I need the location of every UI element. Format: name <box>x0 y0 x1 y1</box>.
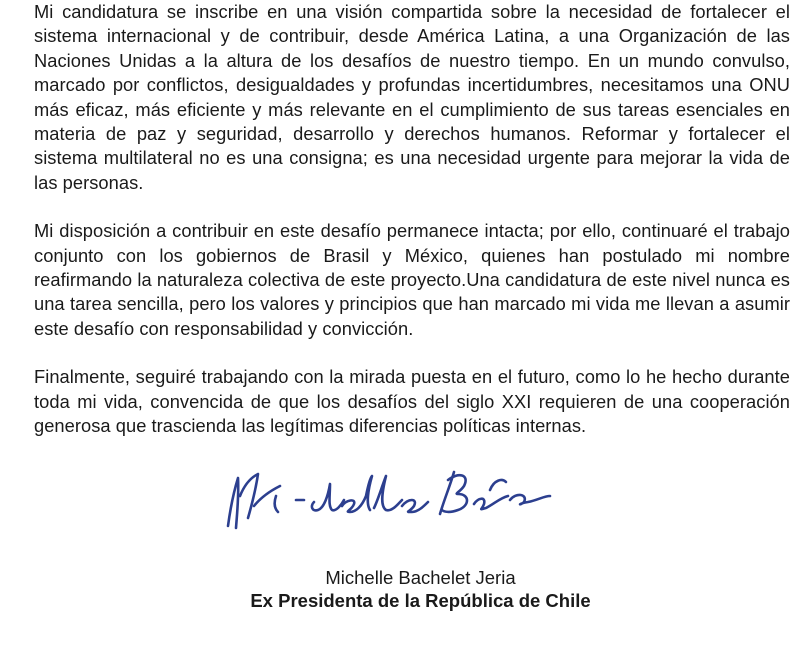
signatory-name: Michelle Bachelet Jeria <box>325 567 516 588</box>
paragraph-2: Mi disposición a contribuir en este desafío permanece intacta; por ello, continuaré el trabajo conjunto con los gobiernos de Brasil y México, quienes han postulado mi nombre reafirmando la naturaleza colectiva de este proyecto.Una candidatura de este nivel nunca es una tarea sencilla, pero los valores y principios que han marcado mi vida me llevan a asumir este desafío con responsabilidad y convicción. <box>34 220 790 339</box>
signatory-title: Ex Presidenta de la República de Chile <box>250 590 591 611</box>
paragraph-3: Finalmente, seguiré trabajando con la mirada puesta en el futuro, como lo he hecho durante toda mi vida, convencida de que los desafíos del siglo XXI requieren de una cooperación generosa que trascienda las legítimas diferencias políticas internas. <box>34 366 790 437</box>
letter-body <box>34 0 790 439</box>
paragraph-1: Mi candidatura se inscribe en una visión compartida sobre la necesidad de fortalecer el sistema internacional y de contribuir, desde América Latina, a una Organización de las Naciones Unidas a la altura de los desafíos de nuestro tiempo. En un mundo convulso, marcado por conflictos, desigualdades y profundas incertidumbres, necesitamos una ONU más eficaz, más eficiente y más relevante en el cumplimiento de sus tareas esenciales en materia de paz y seguridad, desarrollo y derechos humanos. Reformar y fortalecer el sistema multilateral no es una consigna; es una necesidad urgente para mejorar la vida de las personas. <box>34 1 790 193</box>
handwritten-signature <box>218 456 618 534</box>
